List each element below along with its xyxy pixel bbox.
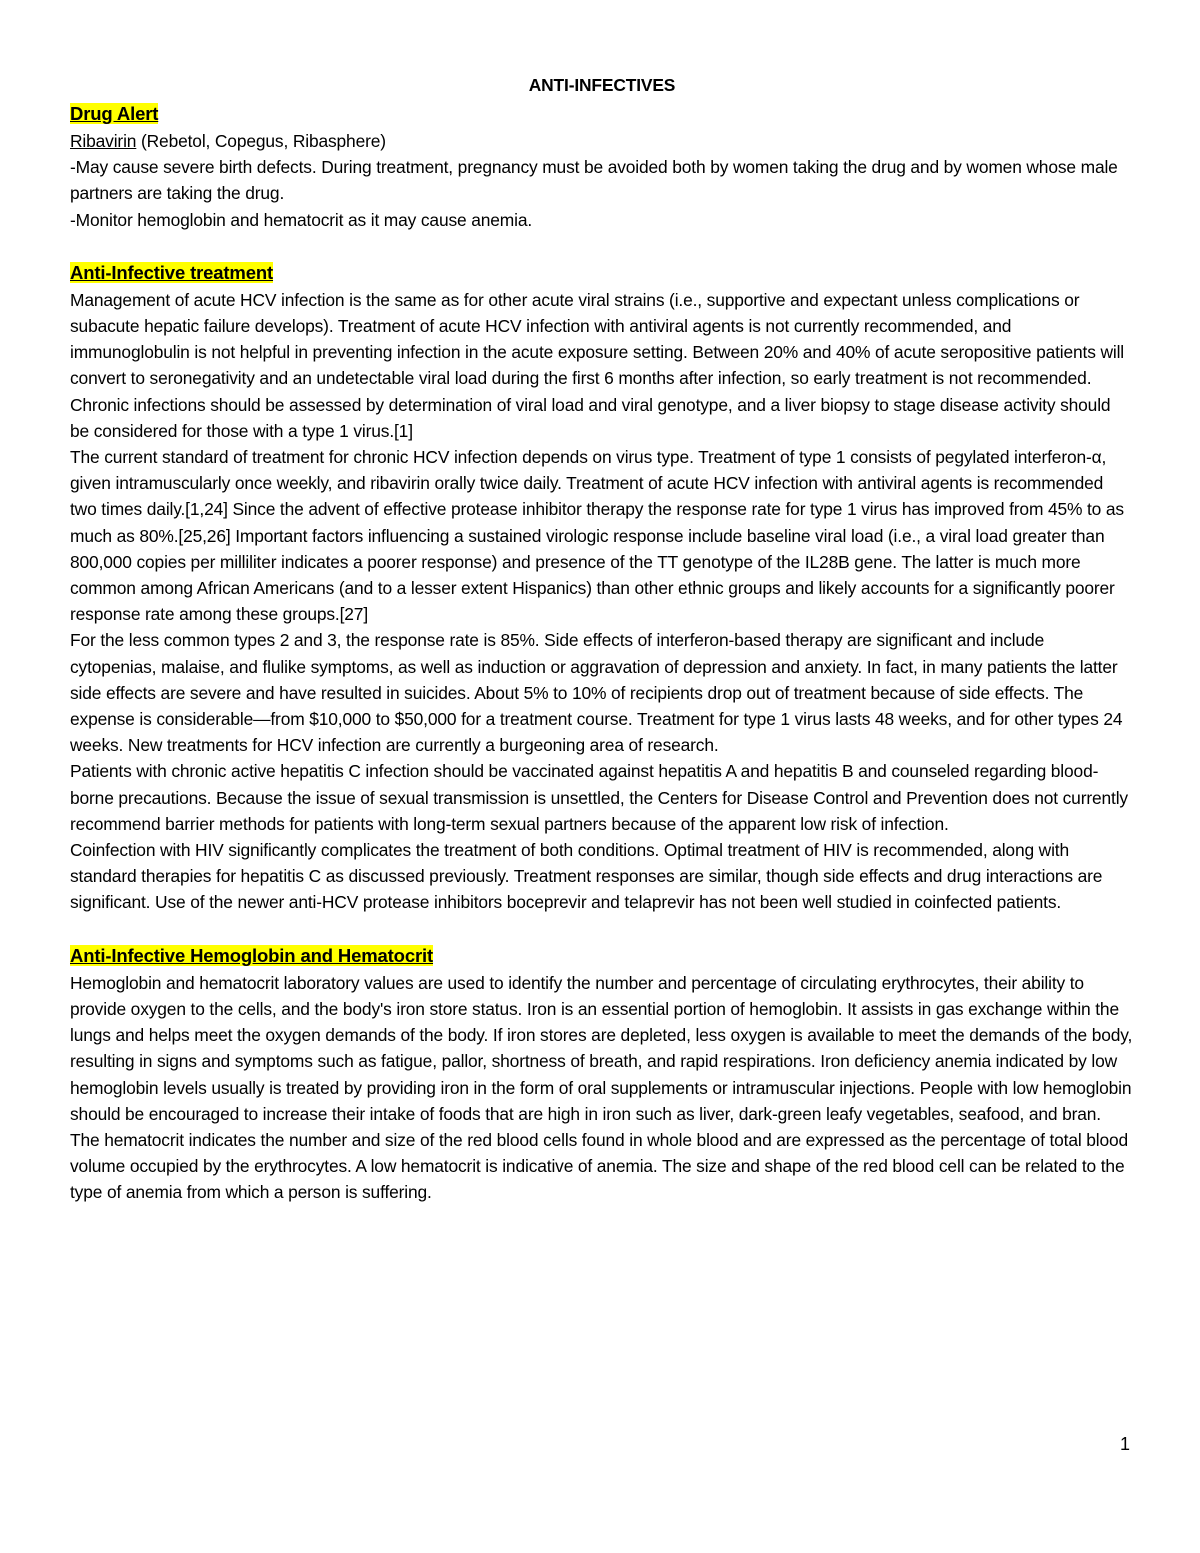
hemoglobin-heading — [70, 942, 1134, 970]
treatment-paragraph: Patients with chronic active hepatitis C infection should be vaccinated against hepatitis A and hepatitis B and counseled regarding blood-borne precautions. Because the issue of sexual transmission is unsettled, the Centers for Disease Control and Prevention does not currently recommend barrier methods for patients with long-term sexual partners because of the apparent low risk of infection. — [70, 761, 1128, 834]
drug-alert-heading-text: Drug Alert — [70, 103, 159, 124]
drug-name-line — [70, 128, 1134, 154]
treatment-heading — [70, 259, 1134, 287]
hemoglobin-paragraph: The hematocrit indicates the number and size of the red blood cells found in whole blood and are expressed as the percentage of total blood volume occupied by the erythrocytes. A low hematocrit is indicative of anemia. The size and shape of the red blood cell can be related to the type of anemia from which a person is suffering. — [70, 1129, 1129, 1203]
spacer — [70, 233, 1134, 259]
treatment-paragraph: Coinfection with HIV significantly complicates the treatment of both conditions. Optimal treatment of HIV is recommended, along with standard therapies for hepatitis C as discussed previously. Treatment responses are similar, though side effects and drug interactions are significant. Use of the newer anti-HCV protease inhibitors boceprevir and telaprevir has not been well studied in coinfected patients. — [70, 840, 1103, 913]
hemoglobin-section — [70, 942, 1134, 1206]
treatment-heading-text: Anti-Infective treatment — [70, 261, 274, 283]
spacer — [70, 916, 1134, 942]
treatment-paragraph: The current standard of treatment for chronic HCV infection depends on virus type. Treatment of type 1 consists of pegylated interferon-α, given intramuscularly once weekly, and ribavirin orally twice daily. Treatment of acute HCV infection with antiviral agents is recommended two times daily.[1,24] Since the advent of effective protease inhibitor therapy the response rate for type 1 virus has improved from 45% to as much as 80%.[25,26] Important factors influencing a sustained virologic response include baseline viral load (i.e., a viral load greater than 800,000 copies per milliliter indicates a poorer response) and presence of the TT genotype of the IL28B gene. The latter is much more common among African Americans (and to a lesser extent Hispanics) than other ethnic groups and likely accounts for a significantly poorer response rate among these groups.[27] — [70, 447, 1124, 625]
drug-alert-section — [70, 100, 1134, 233]
page-number: 1 — [1119, 1434, 1130, 1454]
document-title: ANTI-INFECTIVES — [528, 75, 676, 95]
treatment-paragraph: Management of acute HCV infection is the same as for other acute viral strains (i.e., supportive and expectant unless complications or subacute hepatic failure develops). Treatment of acute HCV infection with antiviral agents is not currently recommended, and immunoglobulin is not helpful in preventing infection in the acute exposure setting. Between 20% and 40% of acute seropositive patients will convert to seronegativity and an undetectable viral load during the first 6 months after infection, so early treatment is not recommended. Chronic infections should be assessed by determination of viral load and viral genotype, and a liver biopsy to stage disease activity should be considered for those with a type 1 virus.[1] — [70, 289, 1125, 441]
hemoglobin-paragraph: Hemoglobin and hematocrit laboratory values are used to identify the number and percentage of circulating erythrocytes, their ability to provide oxygen to the cells, and the body's iron store status. Iron is an essential portion of hemoglobin. It assists in gas exchange within the lungs and helps meet the oxygen demands of the body. If iron stores are depleted, less oxygen is available to meet the demands of the body, resulting in signs and symptoms such as fatigue, pallor, shortness of breath, and rapid respirations. Iron deficiency anemia indicated by low hemoglobin levels usually is treated by providing iron in the form of oral supplements or intramuscular injections. People with low hemoglobin should be encouraged to increase their intake of foods that are high in iron such as liver, dark-green leafy vegetables, seafood, and bran. — [70, 972, 1133, 1124]
drug-name: Ribavirin — [70, 131, 137, 151]
drug-alert-heading — [70, 100, 1134, 128]
treatment-paragraph: For the less common types 2 and 3, the response rate is 85%. Side effects of interferon-based therapy are significant and include cytopenias, malaise, and flulike symptoms, as well as induction or aggravation of depression and anxiety. In fact, in many patients the latter side effects are severe and have resulted in suicides. About 5% to 10% of recipients drop out of treatment because of side effects. The expense is considerable—from $10,000 to $50,000 for a treatment course. Treatment for type 1 virus lasts 48 weeks, and for other types 24 weeks. New treatments for HCV infection are currently a burgeoning area of research. — [70, 630, 1123, 756]
hemoglobin-heading-text: Anti-Infective Hemoglobin and Hematocrit — [70, 944, 434, 966]
brand-names: (Rebetol, Copegus, Ribasphere) — [136, 131, 386, 151]
document-page — [70, 72, 1134, 1206]
treatment-section — [70, 259, 1134, 916]
alert-line: -May cause severe birth defects. During treatment, pregnancy must be avoided both by women taking the drug and by women whose male partners are taking the drug. — [70, 157, 1118, 204]
alert-line: -Monitor hemoglobin and hematocrit as it may cause anemia. — [70, 209, 533, 230]
